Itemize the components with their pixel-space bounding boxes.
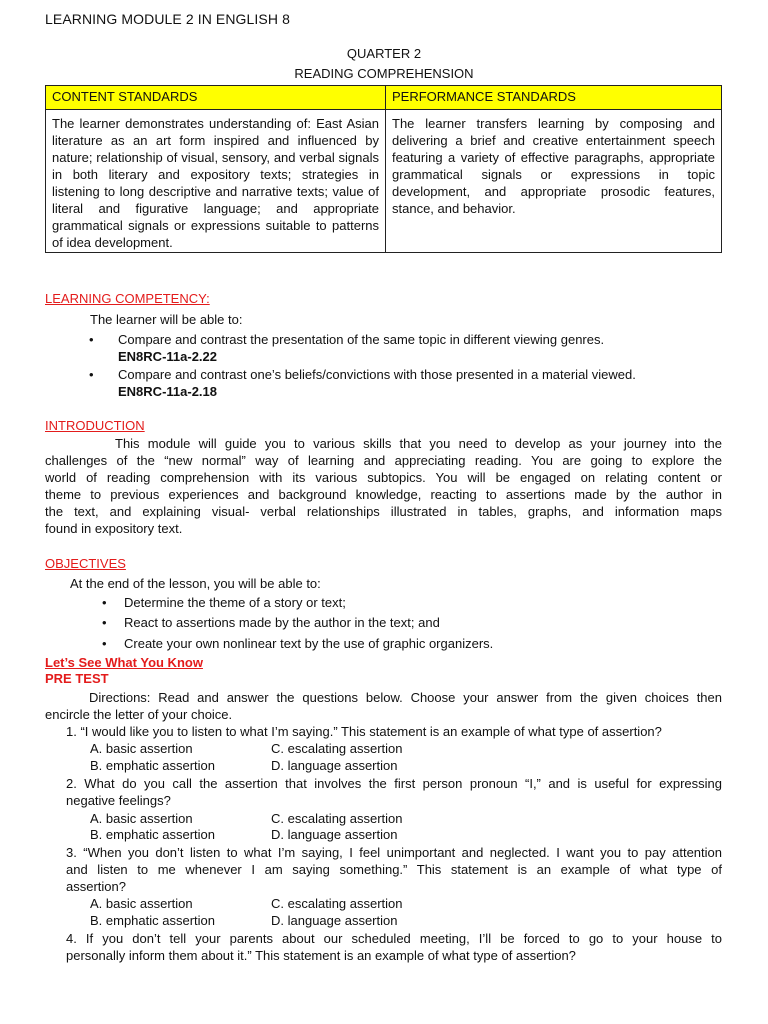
- introduction-body: [45, 435, 722, 537]
- intro-line: the text, and explaining visual- verbal relationships illustrated in tables, graphs, and information maps: [45, 504, 722, 519]
- intro-line: world of reading comprehension with its various subtopics. You will be engaged on relating content or: [45, 470, 722, 485]
- question-line: 2. What do you call the assertion that involves the first person pronoun “I,” and is useful for expressing: [66, 776, 722, 791]
- objective-item-2: [102, 614, 440, 631]
- question-line: negative feelings?: [66, 793, 171, 808]
- bullet-icon: •: [102, 636, 107, 651]
- question-3: [66, 844, 722, 895]
- objective-text: Create your own nonlinear text by the use of graphic organizers.: [124, 636, 494, 651]
- question-line: assertion?: [66, 879, 126, 894]
- pretest-directions: [45, 689, 722, 723]
- objective-text: Determine the theme of a story or text;: [124, 595, 346, 610]
- choice-d: D. language assertion: [271, 758, 398, 773]
- introduction-heading: INTRODUCTION: [45, 418, 145, 433]
- competency-code: EN8RC-11a-2.18: [118, 384, 217, 399]
- bullet-icon: •: [102, 595, 107, 610]
- intro-line: found in expository text.: [45, 521, 183, 536]
- competency-heading: LEARNING COMPETENCY:: [45, 291, 210, 306]
- competency-intro: The learner will be able to:: [90, 312, 243, 327]
- question-1: 1. “I would like you to listen to what I’m saying.” This statement is an example of what type of assertion?: [66, 724, 662, 739]
- question-line: and listen to me whenever I am saying something.” This statement is an example of what type of: [66, 862, 722, 877]
- module-title: LEARNING MODULE 2 IN ENGLISH 8: [45, 11, 290, 27]
- choice-d: D. language assertion: [271, 827, 398, 842]
- content-standards-header: CONTENT STANDARDS: [46, 86, 386, 110]
- objective-text: React to assertions made by the author in the text; and: [124, 615, 440, 630]
- pretest-heading: PRE TEST: [45, 671, 109, 686]
- competency-item-text: Compare and contrast one’s beliefs/convictions with those presented in a material viewed.: [118, 367, 636, 382]
- choice-a: A. basic assertion: [90, 741, 193, 756]
- question-line: 4. If you don’t tell your parents about our scheduled meeting, I’ll be forced to go to your house to: [66, 931, 722, 946]
- choice-a: A. basic assertion: [90, 896, 193, 911]
- bullet-icon: •: [89, 332, 94, 347]
- objectives-intro: At the end of the lesson, you will be able to:: [70, 576, 321, 591]
- competency-item-text: Compare and contrast the presentation of the same topic in different viewing genres.: [118, 332, 605, 347]
- question-4: [66, 930, 722, 964]
- choice-b: B. emphatic assertion: [90, 913, 216, 928]
- competency-item-2: [89, 366, 722, 400]
- directions-line: Directions: Read and answer the questions below. Choose your answer from the given choices then: [89, 690, 722, 705]
- objective-item-1: [102, 594, 346, 611]
- directions-line: encircle the letter of your choice.: [45, 707, 233, 722]
- choice-a: A. basic assertion: [90, 811, 193, 826]
- intro-line: challenges of the “new normal” way of learning and appreciating reading. You are going to explore the: [45, 453, 722, 468]
- quarter-heading: QUARTER 2: [346, 46, 422, 61]
- competency-item-1: [89, 331, 722, 365]
- objectives-heading: OBJECTIVES: [45, 556, 126, 571]
- question-line: personally inform them about it.” This statement is an example of what type of assertion?: [66, 948, 576, 963]
- bullet-icon: •: [89, 367, 94, 382]
- subject-heading: READING COMPREHENSION: [294, 66, 474, 81]
- choice-d: D. language assertion: [271, 913, 398, 928]
- question-line: 3. “When you don’t listen to what I’m saying, I feel unimportant and neglected. I want you to pay attention: [66, 845, 722, 860]
- choice-b: B. emphatic assertion: [90, 827, 216, 842]
- performance-standards-text: The learner transfers learning by composing and delivering a brief and creative entertainment speech featuring a variety of effective paragraphs, appropriate grammatical signals or expressions in topic development, and appropriate prosodic features, stance, and behavior.: [386, 110, 722, 253]
- choice-b: B. emphatic assertion: [90, 758, 216, 773]
- choice-c: C. escalating assertion: [271, 896, 403, 911]
- choice-c: C. escalating assertion: [271, 811, 403, 826]
- standards-table: [45, 85, 722, 253]
- performance-standards-header: PERFORMANCE STANDARDS: [386, 86, 722, 110]
- objective-item-3: [102, 635, 494, 652]
- lets-see-heading: Let’s See What You Know: [45, 655, 203, 670]
- intro-line: theme to previous experiences and background knowledge, reacting to assertions made by the author in: [45, 487, 722, 502]
- content-standards-text: The learner demonstrates understanding of: East Asian literature as an art form inspired and influenced by nature; relationship of visual, sensory, and verbal signals in both literary and expository texts; strategies in listening to long descriptive and narrative texts; value of literal and figurative language; and appropriate grammatical signals or expressions suitable to patterns of idea development.: [46, 110, 386, 253]
- competency-code: EN8RC-11a-2.22: [118, 349, 217, 364]
- question-2: [66, 775, 722, 809]
- choice-c: C. escalating assertion: [271, 741, 403, 756]
- bullet-icon: •: [102, 615, 107, 630]
- intro-line: This module will guide you to various skills that you need to develop as your journey into the: [115, 436, 722, 451]
